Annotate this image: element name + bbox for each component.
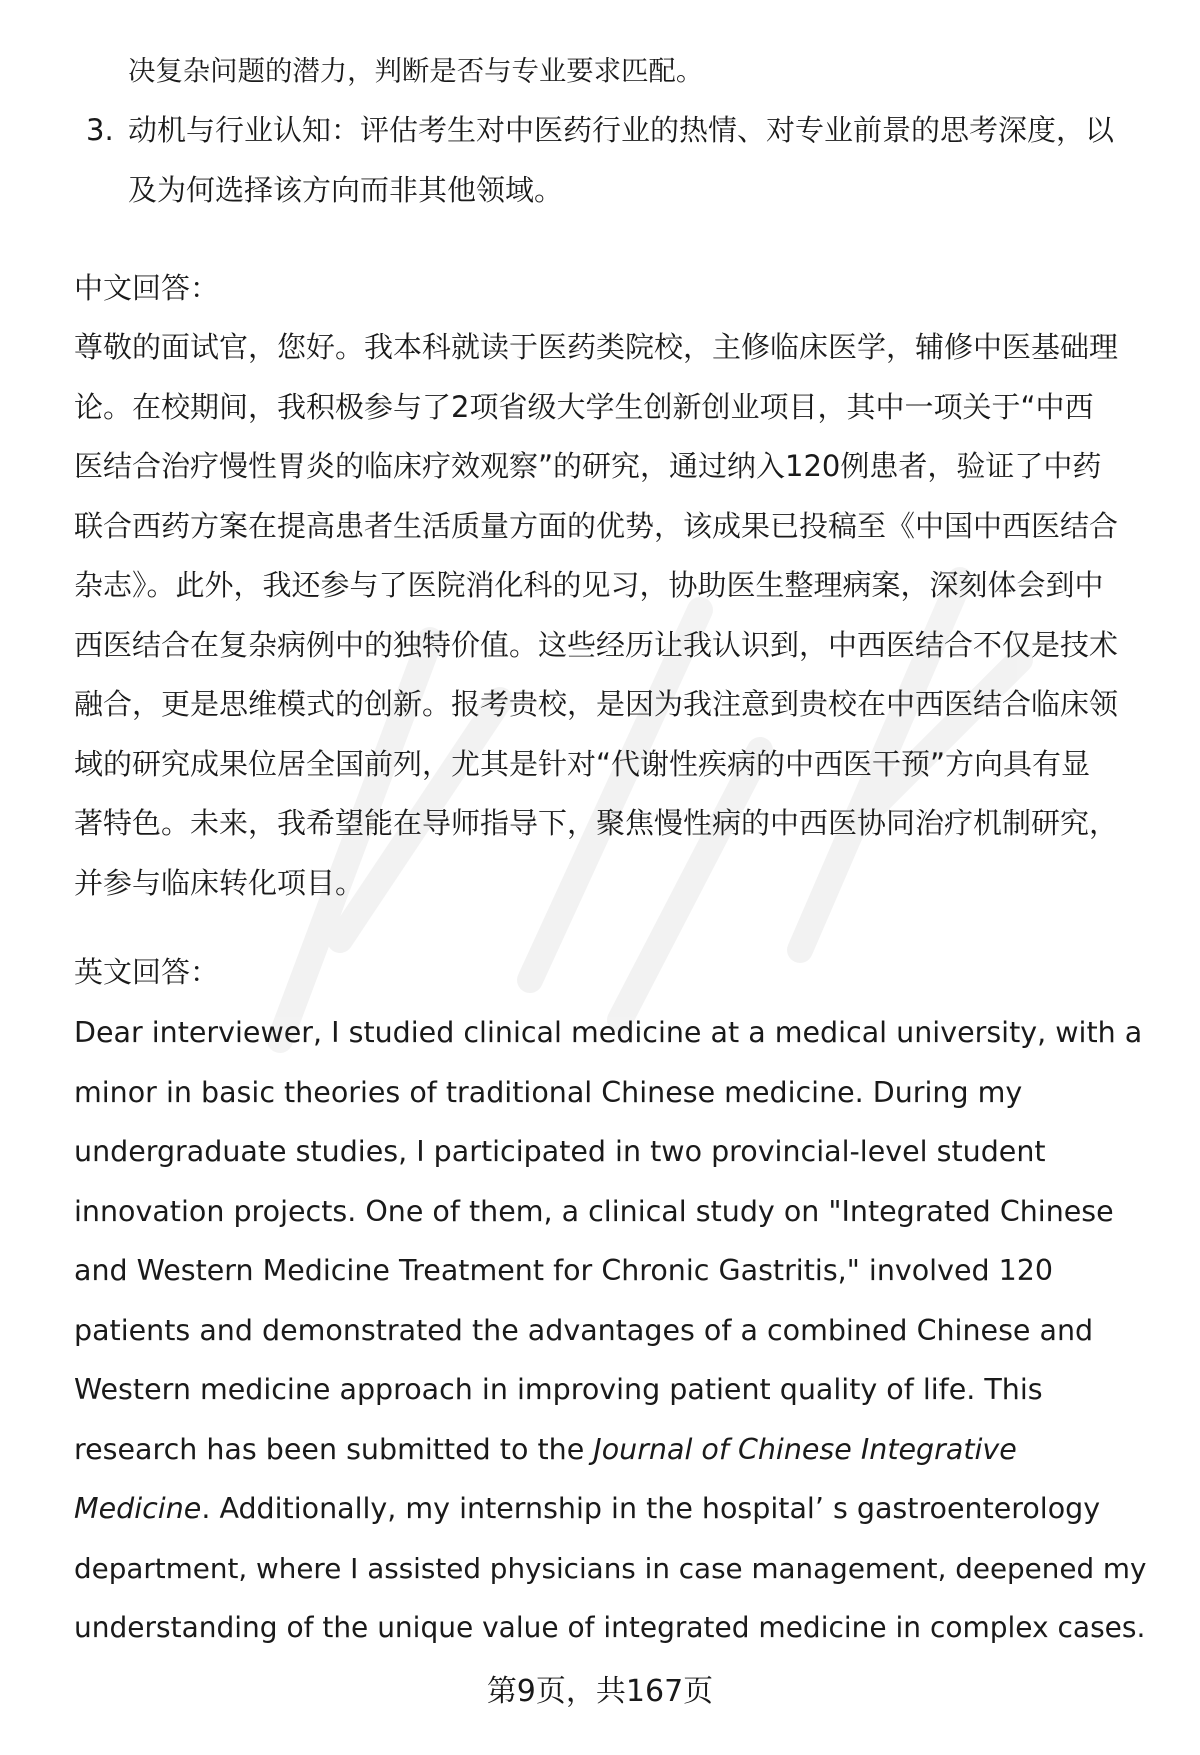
english-answer-line-9 xyxy=(74,1479,1152,1539)
chinese-answer-line: 论。在校期间，我积极参与了2项省级大学生创新创业项目，其中一项关于“中西 xyxy=(74,389,1094,424)
english-answer-line: department, where I assisted physicians in case management, deepened my xyxy=(74,1551,1147,1585)
chinese-answer-line: 医结合治疗慢性胃炎的临床疗效观察”的研究，通过纳入120例患者，验证了中药 xyxy=(74,449,1102,483)
continuation-text: 决复杂问题的潜力，判断是否与专业要求匹配。 xyxy=(128,56,704,87)
chinese-answer-line: 域的研究成果位居全国前列，尤其是针对“代谢性疾病的中西医干预”方向具有显 xyxy=(74,746,1091,781)
chinese-answer-line: 著特色。未来，我希望能在导师指导下，聚焦慢性病的中西医协同治疗机制研究， xyxy=(74,806,1119,840)
english-answer-heading: 英文回答： xyxy=(74,955,220,989)
journal-title-part-1: Journal of Chinese Integrative xyxy=(593,1432,1017,1466)
list-item-3 xyxy=(74,101,1152,220)
english-answer-line: Western medicine approach in improving patient quality of life. This xyxy=(74,1373,1043,1406)
chinese-answer-line: 联合西药方案在提高患者生活质量方面的优势，该成果已投稿至《中国中西医结合 xyxy=(74,508,1119,543)
english-answer-text: research has been submitted to the xyxy=(74,1432,594,1466)
chinese-answer-line: 融合，更是思维模式的创新。报考贵校，是因为我注意到贵校在中西医结合临床领 xyxy=(74,687,1119,721)
list-item-number: 3. xyxy=(86,113,114,147)
list-item-2-continuation xyxy=(74,42,1152,102)
english-answer-line: innovation projects. One of them, a clinical study on "Integrated Chinese xyxy=(74,1194,1114,1228)
journal-title-part-2: Medicine xyxy=(74,1492,202,1525)
list-item-line-1: 动机与行业认知：评估考生对中医药行业的热情、对专业前景的思考深度，以 xyxy=(128,113,1115,147)
page-number-footer: 第9页，共167页 xyxy=(486,1674,714,1709)
chinese-answer-line: 西医结合在复杂病例中的独特价值。这些经历让我认识到，中西医结合不仅是技术 xyxy=(74,627,1119,662)
chinese-answer-line: 并参与临床转化项目。 xyxy=(74,865,365,900)
chinese-answer-paragraph xyxy=(74,318,1152,913)
chinese-answer-line: 杂志》。此外，我还参与了医院消化科的见习，协助医生整理病案，深刻体会到中 xyxy=(74,568,1104,602)
english-answer-line: minor in basic theories of traditional Chinese medicine. During my xyxy=(74,1075,1023,1109)
chinese-answer-heading: 中文回答： xyxy=(74,271,220,305)
english-answer-line: understanding of the unique value of integrated medicine in complex cases. xyxy=(74,1611,1146,1644)
english-answer-paragraph xyxy=(74,1003,1152,1658)
english-answer-text: . Additionally, my internship in the hospital’ s gastroenterology xyxy=(201,1492,1101,1525)
english-answer-line: Dear interviewer, I studied clinical medicine at a medical university, with a xyxy=(74,1016,1143,1049)
english-answer-line: and Western Medicine Treatment for Chronic Gastritis," involved 120 xyxy=(74,1254,1054,1287)
chinese-answer-line: 尊敬的面试官，您好。我本科就读于医药类院校，主修临床医学，辅修中医基础理 xyxy=(74,330,1119,364)
list-item-line-2: 及为何选择该方向而非其他领域。 xyxy=(128,172,564,207)
english-answer-line: patients and demonstrated the advantages of a combined Chinese and xyxy=(74,1313,1094,1347)
english-answer-line: undergraduate studies, I participated in two provincial-level student xyxy=(74,1135,1046,1168)
english-answer-line-8 xyxy=(74,1420,1152,1480)
